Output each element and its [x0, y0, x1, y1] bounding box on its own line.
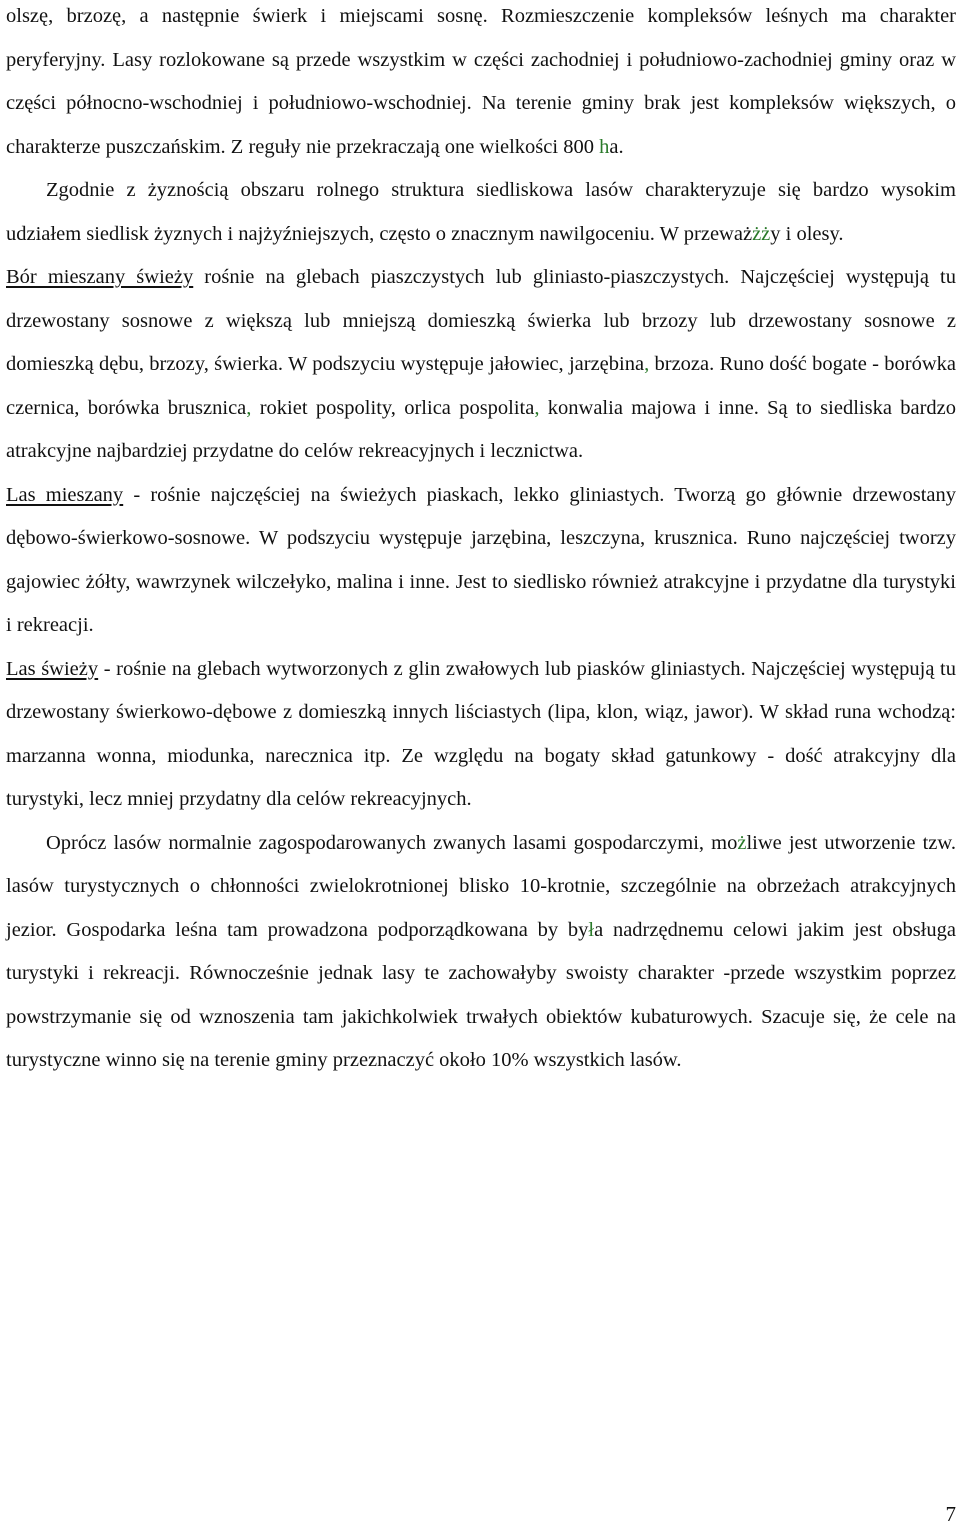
text-run: olszę, brzozę, a następnie świerk i miejscami sosnę. Rozmieszczenie kompleksów leśnych ma charakter peryferyjny. Lasy rozlokowane są przede wszystkim w części zachodniej i południowo-zachodniej gminy oraz w części północno-wschodniej i południowo-wschodniej. Na terenie gminy brak jest kompleksów większych, o charakterze puszczańskim. Z reguły nie przekraczają one wielkości 800 [6, 5, 956, 158]
text-run-green: ż [737, 831, 747, 854]
text-run: - rośnie najczęściej na świeżych piaskach, lekko gliniastych. Tworzą go głównie drzewostany dębowo-świerkowo-sosnowe. W podszyciu występuje jarzębina, leszczyna, krusznica. Runo najczęściej tworzy gajowiec żółty, wawrzynek wilczełyko, malina i inne. Jest to siedlisko również atrakcyjne i przydatne dla turystyki i rekreacji. [6, 483, 957, 636]
document-page [6, 0, 956, 1083]
text-run: brzoza. Runo dość bogate - borówka czernica, borówka brusznica [6, 353, 956, 419]
text-run: - rośnie na glebach wytworzonych z glin zwałowych lub piasków gliniastych. Najczęściej występują tu drzewostany świerkowo-dębowe z domieszką innych liściastych (lipa, klon, wiąz, jawor). W skład runa wchodzą: marzanna wonna, miodunka, narecznica itp. Ze względu na bogaty skład gatunkowy - dość atrakcyjny dla turystyki, lecz mniej przydatny dla celów rekreacyjnych. [6, 657, 956, 810]
text-run: a nadrzędnemu celowi jakim jest obsługa turystyki i rekreacji. Równocześnie jednak lasy te zachowałyby swoisty charakter -przede wszystkim poprzez powstrzymanie się od wznoszenia tam jakichkolwiek trwałych obiektów kubaturowych. Szacuje się, że cele na turystyczne winno się na terenie gminy przeznaczyć około 10% wszystkich lasów. [6, 918, 956, 1071]
habitat-term-las-swiezy: Las świeży [6, 657, 99, 680]
paragraph-habitat-structure [6, 169, 956, 256]
text-run: liwe jest utworzenie tzw. lasów turystycznych o chłonności zwielokrotnionej blisko 10-krotnie, szczególnie na obrzeżach atrakcyjnych jezior. Gospodarka leśna tam prowadzona podporządkowana by by [6, 831, 956, 941]
text-run: Oprócz lasów normalnie zagospodarowanych zwanych lasami gospodarczymi, mo [46, 831, 738, 854]
text-run-green: , [644, 353, 650, 375]
text-run: konwalia majowa i inne. Są to siedliska bardzo atrakcyjne najbardziej przydatne do celów rekreacyjnych i lecznictwa. [6, 396, 956, 462]
paragraph-las-mieszany [6, 474, 956, 648]
text-run-green: , [534, 396, 540, 419]
habitat-term-bor-mieszany: Bór mieszany świeży [6, 266, 194, 288]
text-run: rośnie na glebach piaszczystych lub gliniasto-piaszczystych. Najczęściej występują tu drzewostany sosnowe z większą lub mniejszą domieszką świerka lub brzozy lub drzewostany sosnowe z domieszką dębu, brzozy, świerka. W podszyciu występuje jałowiec, jarzębina [6, 266, 956, 375]
text-run: rokiet pospolity, orlica pospolita [251, 396, 535, 419]
text-run-green: h [599, 135, 610, 158]
text-run: a. [609, 135, 624, 158]
text-run-green: ż [761, 222, 771, 245]
text-run: Zgodnie z żyznością obszaru rolnego struktura siedliskowa lasów charakteryzuje się bardzo wysokim udziałem siedlisk żyznych i najżyźniejszych, często o znacznym nawilgoceniu. W przeważ [6, 179, 956, 245]
paragraph-las-swiezy [6, 648, 956, 822]
paragraph-tourist-forests [6, 822, 956, 1083]
text-run: y i olesy. [770, 222, 844, 245]
text-run-green: ż [752, 222, 762, 245]
habitat-term-las-mieszany: Las mieszany [6, 483, 124, 506]
paragraph-bor-mieszany [6, 256, 956, 474]
text-run-green: , [246, 396, 252, 419]
page-number: 7 [945, 1502, 956, 1526]
paragraph-forest-distribution [6, 0, 956, 169]
text-run-green: ł [588, 918, 595, 941]
